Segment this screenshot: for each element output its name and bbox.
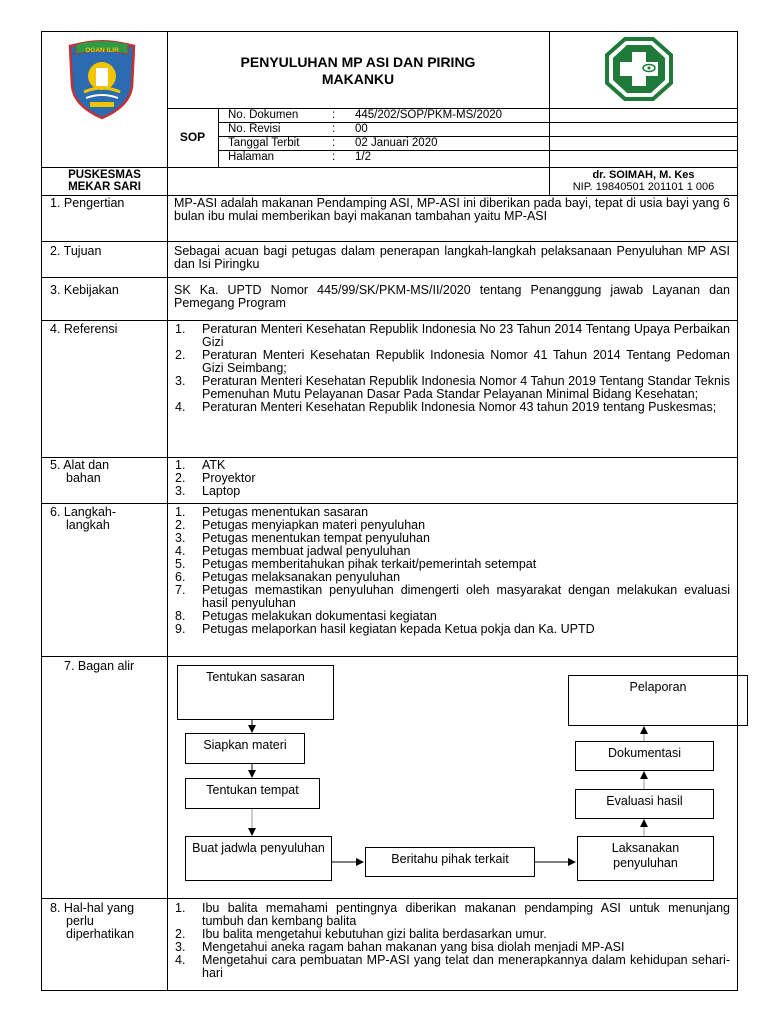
flow-box-beritahu: Beritahu pihak terkait: [365, 847, 535, 877]
list-item: 1. ATK: [175, 458, 226, 472]
label-bagan: 7. Bagan alir: [64, 659, 135, 673]
list-item: 2. Petugas menyiapkan materi penyuluhan: [175, 518, 426, 532]
flow-box-pelaporan: Pelaporan: [568, 675, 748, 726]
logo-text: OGAN ILIR: [85, 47, 119, 54]
flow-box-evaluasi: Evaluasi hasil: [575, 789, 714, 819]
text-kebijakan: SK Ka. UPTD Nomor 445/99/SK/PKM-MS/II/2020 tentang Penanggung jawab Layanan dan Pemegang Program: [174, 283, 730, 310]
list-item: 3. Peraturan Menteri Kesehatan Republik Indonesia Nomor 4 Tahun 2019 Tentang Standar Teknis Pemenuhan Mutu Pelayanan Dasar Pada Standar Pelayanan Minimal Bidang Kesehatan;: [175, 374, 730, 401]
flow-box-materi: Siapkan materi: [185, 733, 305, 764]
label-langkah: 6. Langkah- langkah: [50, 505, 117, 532]
sop-label: SOP: [179, 130, 206, 144]
org-line-2: MEKAR SARI: [68, 181, 141, 193]
list-hal: [168, 902, 730, 980]
flow-arrows: [42, 32, 738, 992]
list-item: 3. Mengetahui aneka ragam bahan makanan yang bisa diolah menjadi MP-ASI: [175, 940, 625, 954]
signer-name: dr. SOIMAH, M. Kes: [592, 169, 695, 181]
title-line-2: MAKANKU: [321, 71, 395, 87]
label-hal: 8. Hal-hal yang perlu diperhatikan: [50, 901, 135, 941]
label-tujuan: 2. Tujuan: [50, 244, 102, 258]
meta-label: Halaman: [228, 151, 275, 163]
flow-box-jadwal: Buat jadwla penyuluhan: [185, 836, 332, 881]
org-line-1: PUSKESMAS: [68, 169, 141, 181]
list-item: 1. Petugas menentukan sasaran: [175, 505, 369, 519]
title-line-1: PENYULUHAN MP ASI DAN PIRING: [240, 54, 476, 70]
meta-sep: :: [332, 123, 336, 135]
list-item: 4. Mengetahui cara pembuatan MP-ASI yang telat dan menerapkannya dalam kehidupan sehari-hari: [175, 953, 730, 980]
list-item: 8. Petugas melakukan dokumentasi kegiatan: [175, 609, 437, 623]
list-item: 9. Petugas melaporkan hasil kegiatan kepada Ketua pokja dan Ka. UPTD: [175, 622, 595, 636]
list-item: 5. Petugas memberitahukan pihak terkait/pemerintah setempat: [175, 557, 537, 571]
meta-value: 445/202/SOP/PKM-MS/2020: [355, 109, 503, 121]
list-item: 2. Peraturan Menteri Kesehatan Republik Indonesia Nomor 41 Tahun 2014 Tentang Pedoman Gizi Seimbang;: [175, 348, 730, 375]
label-referensi: 4. Referensi: [50, 322, 118, 336]
meta-sep: :: [332, 109, 336, 121]
list-item: 2. Proyektor: [175, 471, 256, 485]
sop-document: [41, 31, 738, 991]
list-item: 1. Peraturan Menteri Kesehatan Republik Indonesia No 23 Tahun 2014 Tentang Upaya Perbaikan Gizi: [175, 322, 730, 349]
meta-value: 1/2: [355, 151, 371, 163]
list-item: 3. Petugas menentukan tempat penyuluhan: [175, 531, 430, 545]
meta-label: Tanggal Terbit: [228, 137, 300, 149]
meta-label: No. Dokumen: [228, 109, 299, 121]
meta-label: No. Revisi: [228, 123, 281, 135]
text-tujuan: Sebagai acuan bagi petugas dalam penerapan langkah-langkah pelaksanaan Penyuluhan MP ASI dan Isi Piringku: [174, 244, 730, 271]
meta-sep: :: [332, 137, 336, 149]
signer-nip: NIP. 19840501 201101 1 006: [572, 181, 715, 193]
meta-sep: :: [332, 151, 336, 163]
list-item: 1. Ibu balita memahami pentingnya diberikan makanan pendamping ASI untuk menunjang tumbuh dan kembang balita: [175, 901, 730, 928]
list-item: 6. Petugas melaksanakan penyuluhan: [175, 570, 401, 584]
list-item: 4. Peraturan Menteri Kesehatan Republik Indonesia Nomor 43 tahun 2019 tentang Puskesmas;: [175, 400, 717, 414]
text-pengertian: MP-ASI adalah makanan Pendamping ASI, MP-ASI ini diberikan pada bayi, tepat di usia bayi yang 6 bulan ibu mulai memberikan bayi makanan tambahan yaitu MP-ASI: [174, 196, 730, 223]
list-item: 3. Laptop: [175, 484, 241, 498]
flow-box-sasaran: Tentukan sasaran: [177, 665, 334, 720]
list-item: 2. Ibu balita mengetahui kebutuhan gizi balita berdasarkan umur.: [175, 927, 547, 941]
list-item: 4. Petugas membuat jadwal penyuluhan: [175, 544, 411, 558]
label-kebijakan: 3. Kebijakan: [50, 283, 119, 297]
meta-value: 02 Januari 2020: [355, 137, 438, 149]
label-alat: 5. Alat dan bahan: [50, 458, 110, 485]
label-pengertian: 1. Pengertian: [50, 196, 125, 210]
flow-box-dokumentasi: Dokumentasi: [575, 741, 714, 771]
list-item: 7. Petugas memastikan penyuluhan dimengerti oleh masyarakat dengan melakukan evaluasi hasil penyuluhan: [175, 583, 730, 610]
flow-box-tempat: Tentukan tempat: [185, 778, 320, 809]
meta-value: 00: [355, 123, 368, 135]
flow-box-laksanakan: Laksanakan penyuluhan: [577, 836, 714, 881]
